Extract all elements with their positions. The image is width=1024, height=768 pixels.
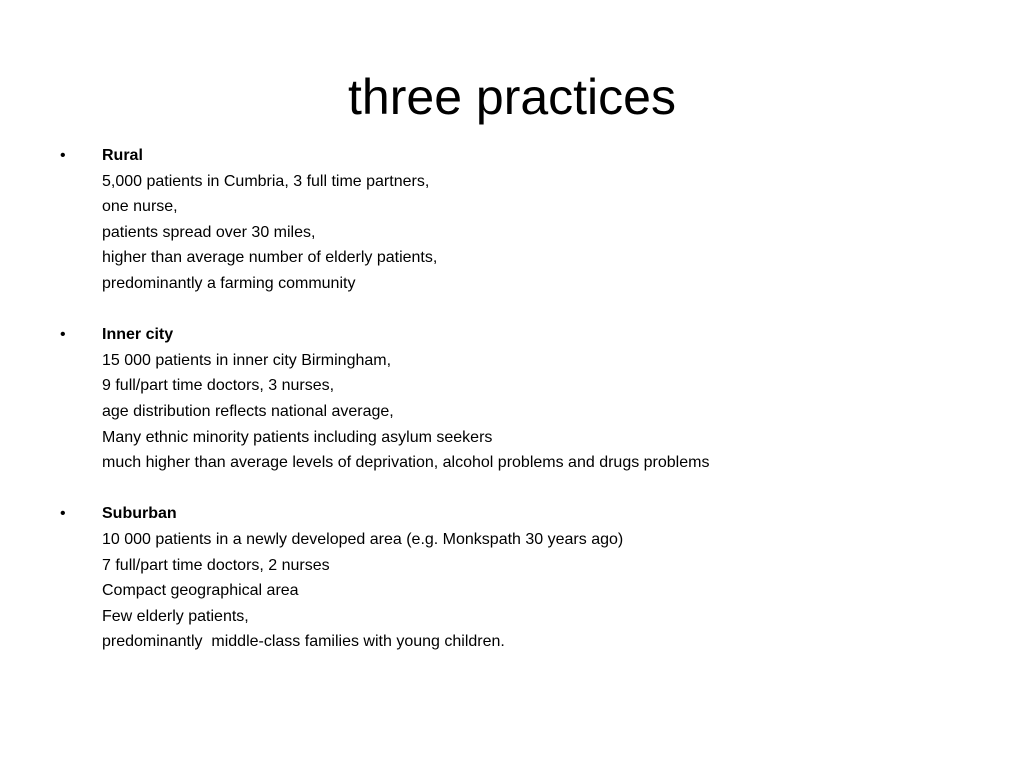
bullet-marker: • bbox=[60, 505, 66, 523]
section-heading: Inner city bbox=[102, 326, 174, 344]
section-line: patients spread over 30 miles, bbox=[102, 223, 316, 241]
section-line: higher than average number of elderly patients, bbox=[102, 249, 438, 267]
section-line: Few elderly patients, bbox=[102, 607, 249, 625]
section-heading: Rural bbox=[102, 147, 143, 164]
section-line: predominantly middle-class families with young children. bbox=[102, 633, 505, 651]
section-line: predominantly a farming community bbox=[102, 274, 356, 292]
section-heading: Suburban bbox=[102, 505, 177, 523]
section-line: 10 000 patients in a newly developed area (e.g. Monkspath 30 years ago) bbox=[102, 530, 624, 548]
section-line: 15 000 patients in inner city Birmingham, bbox=[102, 351, 392, 369]
section-line: much higher than average levels of deprivation, alcohol problems and drugs problems bbox=[102, 454, 710, 472]
section-line: 5,000 patients in Cumbria, 3 full time partners, bbox=[102, 172, 430, 190]
section-line: one nurse, bbox=[102, 198, 178, 216]
bullet-list bbox=[60, 143, 980, 680]
slide-title: three practices bbox=[348, 69, 676, 125]
section-body bbox=[102, 143, 980, 297]
section-body bbox=[102, 322, 980, 476]
section-line: Compact geographical area bbox=[102, 582, 299, 600]
section-line: Many ethnic minority patients including asylum seekers bbox=[102, 428, 493, 446]
section-line: age distribution reflects national average, bbox=[102, 402, 394, 420]
bullet-marker: • bbox=[60, 326, 66, 344]
section-inner-city bbox=[60, 322, 980, 476]
section-rural bbox=[60, 143, 980, 297]
section-body bbox=[102, 501, 980, 655]
section-line: 7 full/part time doctors, 2 nurses bbox=[102, 556, 330, 574]
section-suburban bbox=[60, 501, 980, 655]
bullet-marker: • bbox=[60, 147, 66, 164]
section-line: 9 full/part time doctors, 3 nurses, bbox=[102, 377, 335, 395]
